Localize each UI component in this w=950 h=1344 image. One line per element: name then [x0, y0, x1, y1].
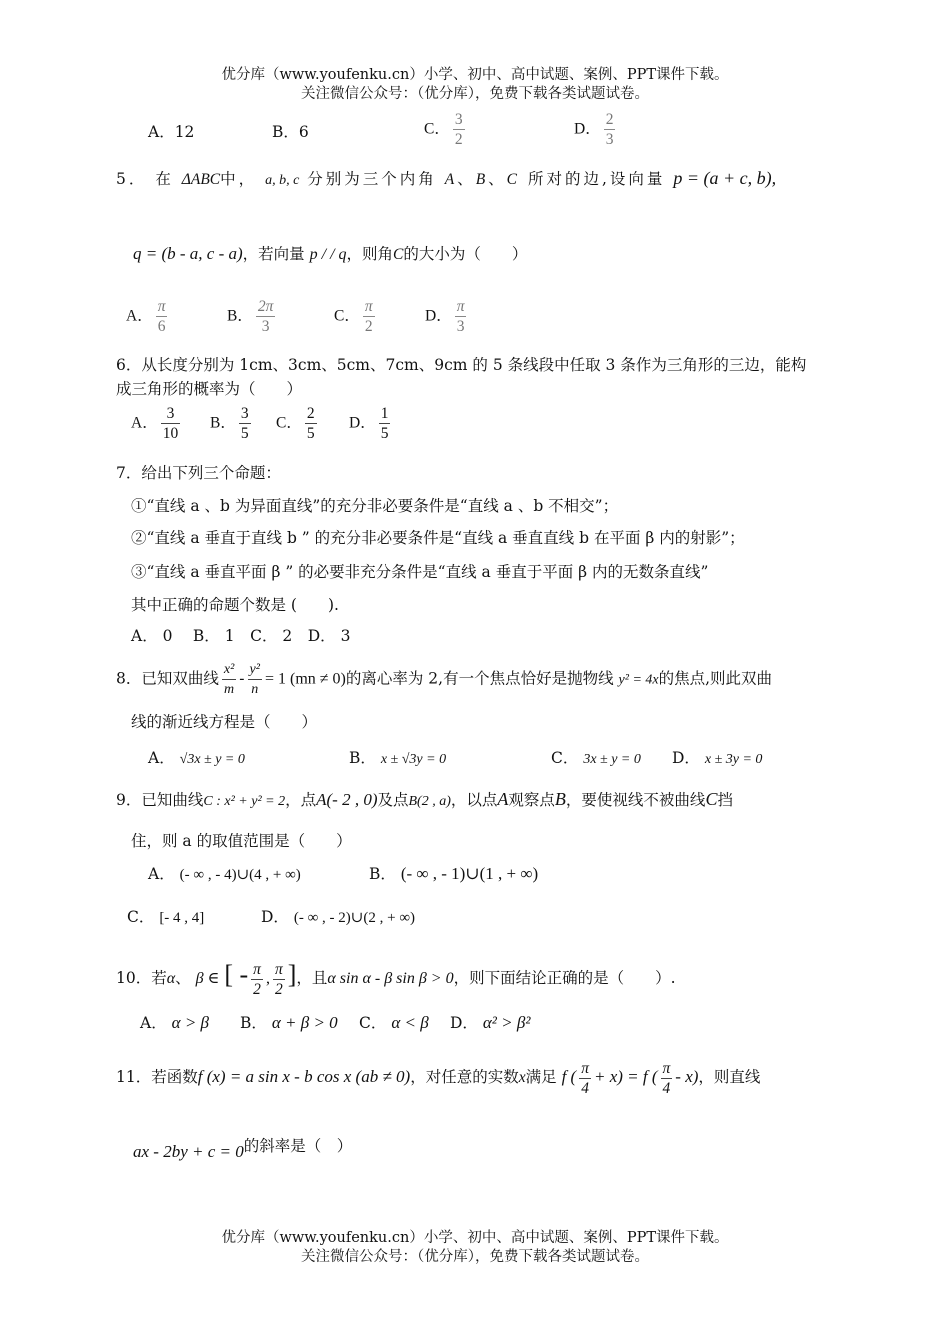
q10-option-a: A． α > β [140, 1013, 210, 1032]
q9-option-a: A． (- ∞ , - 4)∪(4 , + ∞) [148, 865, 301, 883]
footer-line-2: 关注微信公众号：（优分库），免费下载各类试题试卷。 [301, 1249, 649, 1265]
q8-stem-line-1: 8．已知双曲线 $\frac{\text{x²}}{m}$ - $\frac{\text{y²}}{n}$ = 1 (mn ≠ 0)的离心率为 2,有一个焦点恰好是抛物线 y² = 4x的焦点,则此双曲 [116, 662, 773, 697]
q6-stem-line-2: 成三角形的概率为（ ） [116, 380, 303, 398]
q10-stem: 10．若α、 β ∈ [ - $\frac{\pi}{2}$ , $\frac{\pi}{2}$ ]，且α sin α - β sin β > 0，则下面结论正确的是（ ）. [116, 960, 676, 998]
q6-option-b: B． $\frac{3}{5}$ [210, 405, 249, 442]
q7-statement-2: ②“直线 a 垂直于直线 b ” 的充分非必要条件是“直线 a 垂直直线 b 在平面 β 内的射影”； [131, 529, 745, 547]
q7-question: 其中正确的命题个数是 ( ). [131, 596, 339, 614]
q6-option-d: D． $\frac{1}{5}$ [349, 405, 389, 442]
q5-stem-line-2: q = (b - a, c - a)，若向量 p / / q，则角C的大小为（ ） [133, 244, 528, 263]
q4-option-a: A．12 [148, 123, 195, 141]
q8-stem-line-2: 线的渐近线方程是（ ） [131, 713, 318, 731]
q9-stem-line-2: 住，则 a 的取值范围是（ ） [131, 832, 352, 850]
q5-option-d: D． $\frac{\pi}{3}$ [425, 298, 465, 335]
q5-option-a: A． $\frac{\pi}{6}$ [126, 298, 166, 335]
q9-option-c: C． [- 4 , 4] [127, 908, 205, 926]
footer-line-1: 优分库（www.youfenku.cn）小学、初中、高中试题、案例、PPT课件下载。 [221, 1230, 729, 1246]
q7-stem: 7．给出下列三个命题： [116, 464, 281, 482]
q10-option-d: D． α² > β² [450, 1013, 531, 1032]
q5-stem-line-1: 5． 在 ΔABC中， a, b, c 分别为三个内角 A、B、C 所对的边,设向量 p = (a + c, b), [116, 168, 777, 188]
header-line-2: 关注微信公众号：（优分库），免费下载各类试题试卷。 [301, 86, 649, 102]
q7-statement-3: ③“直线 a 垂直平面 β ” 的必要非充分条件是“直线 a 垂直于平面 β 内的无数条直线” [131, 563, 709, 581]
q6-option-c: C． $\frac{2}{5}$ [276, 405, 315, 442]
header-line-1: 优分库（www.youfenku.cn）小学、初中、高中试题、案例、PPT课件下载。 [221, 67, 729, 83]
q4-option-d: D． $\frac{2}{3}$ [574, 111, 614, 148]
q8-option-a: A． √3x ± y = 0 [148, 749, 245, 767]
q11-stem-line-2: ax - 2by + c = 0的斜率是（ ） [133, 1137, 353, 1161]
q9-option-b: B． (- ∞ , - 1)∪(1 , + ∞) [369, 864, 539, 883]
q6-stem-line-1: 6．从长度分别为 1cm、3cm、5cm、7cm、9cm 的 5 条线段中任取 3 条作为三角形的三边，能构 [116, 356, 807, 374]
q10-option-c: C． α < β [359, 1013, 429, 1032]
q9-stem-line-1: 9．已知曲线C : x² + y² = 2，点A(- 2 , 0)及点B(2 , a)，以点A观察点B，要使视线不被曲线C挡 [116, 789, 733, 809]
q6-option-a: A． $\frac{3}{10}$ [131, 405, 179, 442]
q7-statement-1: ①“直线 a 、b 为异面直线”的充分非必要条件是“直线 a 、b 不相交”； [131, 497, 619, 515]
q10-option-b: B． α + β > 0 [240, 1013, 338, 1032]
q4-option-c: C． $\frac{3}{2}$ [424, 111, 463, 148]
q9-option-d: D． (- ∞ , - 2)∪(2 , + ∞) [261, 908, 416, 926]
q7-options: A． 0 B． 1 C． 2 D． 3 [131, 627, 351, 645]
q8-option-c: C． 3x ± y = 0 [551, 749, 641, 767]
q11-stem-line-1: 11．若函数f (x) = a sin x - b cos x (ab ≠ 0)，对任意的实数x满足 f ( $\frac{\pi}{4}$ + x) = f ( $\frac{\pi}{4}$ - x)，则直线 [116, 1059, 761, 1097]
q5-option-b: B． $\frac{2\pi}{3}$ [227, 298, 274, 335]
q5-option-c: C． $\frac{\pi}{2}$ [334, 298, 373, 335]
q8-option-b: B． x ± √3y = 0 [349, 749, 447, 767]
q8-option-d: D． x ± 3y = 0 [672, 749, 763, 767]
q4-option-b: B．6 [272, 123, 309, 141]
